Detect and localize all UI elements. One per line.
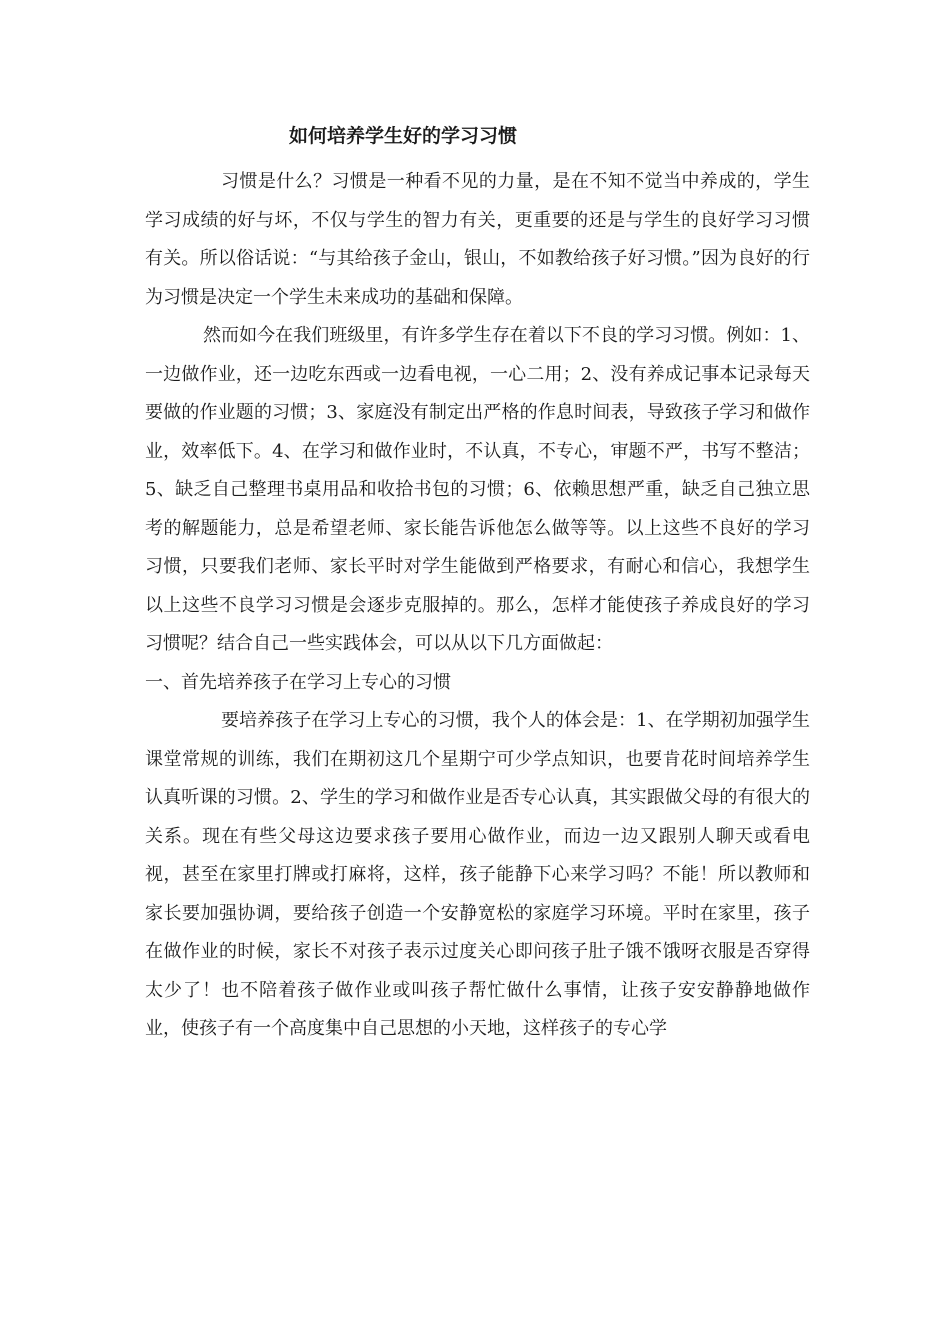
document-title: 如何培养学生好的学习习惯 [289,125,518,147]
paragraph-intro: 习惯是什么？习惯是一种看不见的力量，是在不知不觉当中养成的，学生学习成绩的好与坏，不仅与学生的智力有关，更重要的还是与学生的良好学习习惯有关。所以俗话说：“与其给孩子金山，银山，不如教给孩子好习惯。”因为良好的行为习惯是决定一个学生未来成功的基础和保障。 [145,171,810,308]
paragraph-bad-habits: 然而如今在我们班级里，有许多学生存在着以下不良的学习习惯。例如：1、一边做作业，还一边吃东西或一边看电视，一心二用；2、没有养成记事本记录每天要做的作业题的习惯；3、家庭没有制定出严格的作息时间表，导致孩子学习和做作业，效率低下。4、在学习和做作业时，不认真，不专心，审题不严，书写不整洁；5、缺乏自己整理书桌用品和收拾书包的习惯；6、依赖思想严重，缺乏自己独立思考的解题能力，总是希望老师、家长能告诉他怎么做等等。以上这些不良好的学习习惯，只要我们老师、家长平时对学生能做到严格要求，有耐心和信心，我想学生以上这些不良学习习惯是会逐步克服掉的。那么，怎样才能使孩子养成良好的学习习惯呢？结合自己一些实践体会，可以从以下几方面做起： [145,325,810,654]
paragraph-focus-habit: 要培养孩子在学习上专心的习惯，我个人的体会是：1、在学期初加强学生课堂常规的训练，我们在期初这几个星期宁可少学点知识，也要肯花时间培养学生认真听课的习惯。2、学生的学习和做作业是否专心认真，其实跟做父母的有很大的关系。现在有些父母这边要求孩子要用心做作业，而边一边又跟别人聊天或看电视，甚至在家里打牌或打麻将，这样，孩子能静下心来学习吗？不能！所以教师和家长要加强协调，要给孩子创造一个安静宽松的家庭学习环境。平时在家里，孩子在做作业的时候，家长不对孩子表示过度关心即问孩子肚子饿不饿呀衣服是否穿得太少了！也不陪着孩子做作业或叫孩子帮忙做什么事情，让孩子安安静静地做作业，使孩子有一个高度集中自己思想的小天地，这样孩子的专心学 [145,710,810,1039]
section-heading-focus: 一、首先培养孩子在学习上专心的习惯 [145,671,451,693]
document-body [145,163,810,1049]
